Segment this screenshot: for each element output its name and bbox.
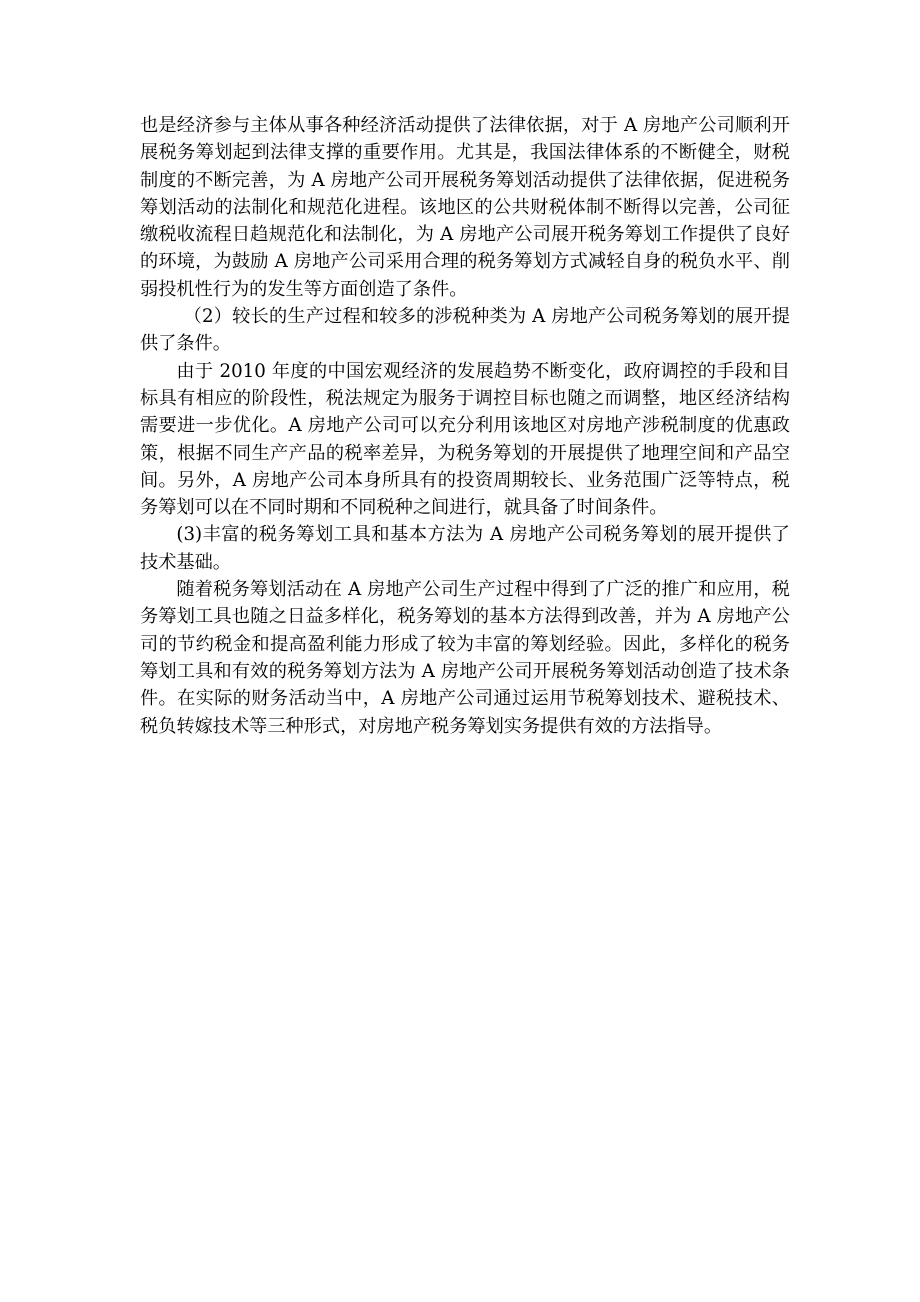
paragraph-legal-basis: 也是经济参与主体从事各种经济活动提供了法律依据，对于 A 房地产公司顺利开展税务筹划起到法律支撑的重要作用。尤其是，我国法律体系的不断健全，财税制度的不断完善，为 A 房地产公司开展税务筹划活动提供了法律依据，促进税务筹划活动的法制化和规范化进程。该地区的公共财税体制不断得以完善，公司征缴税收流程日趋规范化和法制化，为 A 房地产公司展开税务筹划工作提供了良好的环境，为鼓励 A 房地产公司采用合理的税务筹划方式减轻自身的税负水平、削弱投机性行为的发生等方面创造了条件。 — [140, 115, 790, 300]
paragraph-macro-economy: 由于 2010 年度的中国宏观经济的发展趋势不断变化，政府调控的手段和目标具有相应的阶段性，税法规定为服务于调控目标也随之而调整，地区经济结构需要进一步优化。A 房地产公司可以充分利用该地区对房地产涉税制度的优惠政策，根据不同生产产品的税率差异，为税务筹划的开展提供了地理空间和产品空间。另外，A 房地产公司本身所具有的投资周期较长、业务范围广泛等特点，税务筹划可以在不同时期和不同税种之间进行，就具备了时间条件。 — [140, 360, 790, 519]
paragraph-planning-methods: 随着税务筹划活动在 A 房地产公司生产过程中得到了广泛的推广和应用，税务筹划工具也随之日益多样化，税务筹划的基本方法得到改善，并为 A 房地产公司的节约税金和提高盈利能力形成了较为丰富的筹划经验。因此，多样化的税务筹划工具和有效的税务筹划方法为 A 房地产公司开展税务筹划活动创造了技术条件。在实际的财务活动当中，A 房地产公司通过运用节税筹划技术、避税技术、税负转嫁技术等三种形式，对房地产税务筹划实务提供有效的方法指导。 — [140, 579, 790, 737]
heading-planning-tools: (3)丰富的税务筹划工具和基本方法为 A 房地产公司税务筹划的展开提供了技术基础。 — [140, 524, 790, 573]
document-body — [140, 112, 790, 740]
heading-production-process: （2）较长的生产过程和较多的涉税种类为 A 房地产公司税务筹划的展开提供了条件。 — [140, 306, 790, 355]
